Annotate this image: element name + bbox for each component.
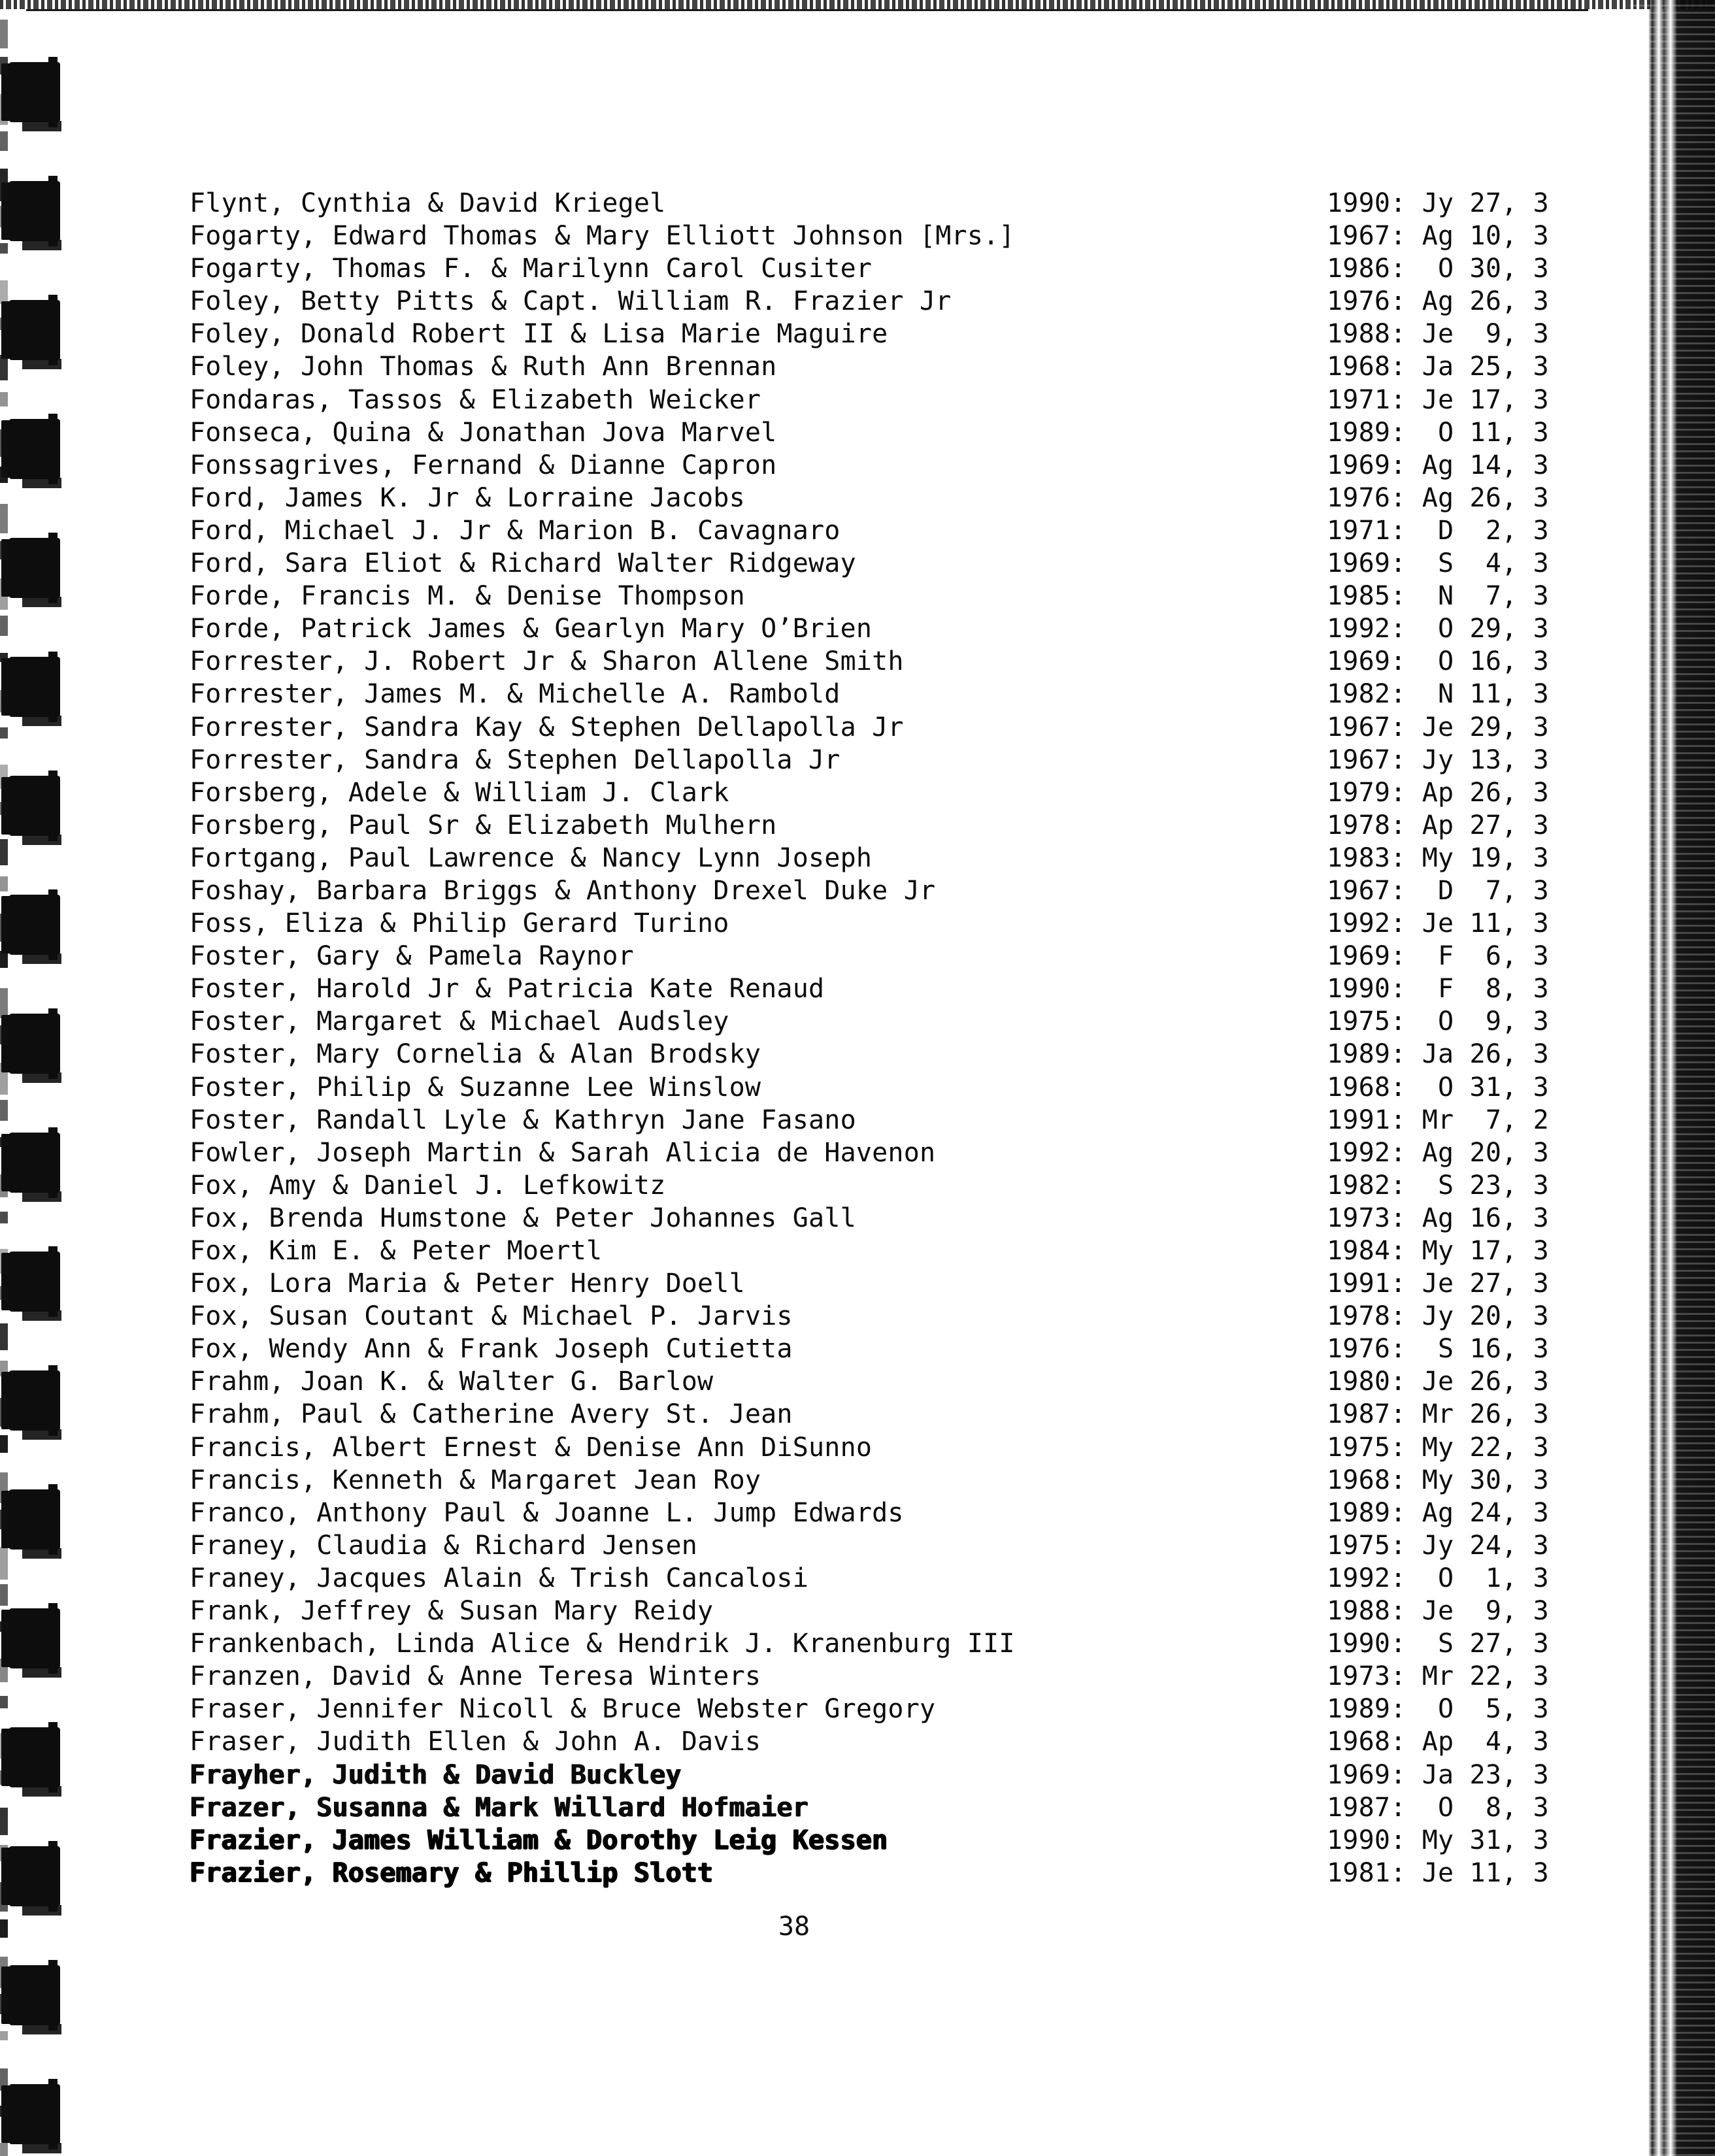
entry-citation: 1975: Jy 24, 3	[1327, 1530, 1549, 1561]
entry-citation: 1968: Ap 4, 3	[1327, 1727, 1549, 1757]
entry-citation: 1992: Ag 20, 3	[1327, 1137, 1549, 1168]
entry-names: Fogarty, Edward Thomas & Mary Elliott Johnson [Mrs.]	[190, 221, 1015, 252]
marriage-entry-row	[190, 254, 1549, 286]
entry-names: Fox, Wendy Ann & Frank Joseph Cutietta	[190, 1334, 793, 1365]
entry-names: Frahm, Paul & Catherine Avery St. Jean	[190, 1399, 793, 1430]
entry-names: Fraser, Judith Ellen & John A. Davis	[190, 1727, 761, 1757]
entry-citation: 1978: Jy 20, 3	[1327, 1301, 1549, 1332]
entry-names: Fox, Kim E. & Peter Moertl	[190, 1236, 603, 1266]
entry-citation: 1990: Jy 27, 3	[1327, 188, 1549, 218]
marriage-entry-row	[190, 1170, 1549, 1203]
marriage-entry-row	[190, 908, 1549, 941]
entry-names: Frank, Jeffrey & Susan Mary Reidy	[190, 1596, 714, 1627]
marriage-entry-row	[190, 1694, 1549, 1727]
entry-names: Ford, Sara Eliot & Richard Walter Ridgeway	[190, 548, 856, 579]
entry-citation: 1967: Jy 13, 3	[1327, 744, 1549, 775]
entry-citation: 1991: Je 27, 3	[1327, 1269, 1549, 1299]
entry-names: Fowler, Joseph Martin & Sarah Alicia de Havenon	[190, 1137, 936, 1168]
marriage-entry-row	[190, 1006, 1549, 1039]
entry-names: Foster, Margaret & Michael Audsley	[190, 1006, 729, 1037]
marriage-entry-row	[190, 221, 1549, 254]
marriage-entry-row	[190, 1629, 1549, 1661]
entry-names: Frahm, Joan K. & Walter G. Barlow	[190, 1367, 714, 1397]
entry-citation: 1982: N 11, 3	[1327, 679, 1549, 710]
entry-citation: 1969: Ja 23, 3	[1327, 1759, 1549, 1790]
marriage-entry-row	[190, 1301, 1549, 1334]
marriage-entry-row	[190, 1759, 1549, 1793]
entry-citation: 1990: F 8, 3	[1327, 974, 1549, 1004]
entry-citation: 1987: O 8, 3	[1327, 1792, 1549, 1823]
marriage-entry-row	[190, 1857, 1549, 1891]
marriage-entry-row	[190, 1039, 1549, 1072]
entry-citation: 1985: N 7, 3	[1327, 581, 1549, 612]
entry-names: Foss, Eliza & Philip Gerard Turino	[190, 908, 729, 939]
entry-names: Fondaras, Tassos & Elizabeth Weicker	[190, 384, 761, 415]
marriage-entry-row	[190, 941, 1549, 974]
entry-names: Fraser, Jennifer Nicoll & Bruce Webster Gregory	[190, 1694, 936, 1725]
entry-names: Fox, Lora Maria & Peter Henry Doell	[190, 1269, 745, 1299]
entry-citation: 1973: Ag 16, 3	[1327, 1202, 1549, 1233]
marriage-entry-row	[190, 1465, 1549, 1498]
entry-citation: 1986: O 30, 3	[1327, 254, 1549, 284]
entry-names: Franzen, David & Anne Teresa Winters	[190, 1661, 761, 1692]
entry-citation: 1992: Je 11, 3	[1327, 908, 1549, 939]
entry-citation: 1989: O 5, 3	[1327, 1694, 1549, 1725]
entry-names: Foley, Betty Pitts & Capt. William R. Frazier Jr	[190, 286, 952, 317]
entry-names: Forrester, Sandra & Stephen Dellapolla Jr	[190, 744, 841, 775]
entry-citation: 1971: Je 17, 3	[1327, 384, 1549, 415]
entry-names: Foster, Gary & Pamela Raynor	[190, 941, 634, 972]
entry-names: Franey, Claudia & Richard Jensen	[190, 1530, 698, 1561]
entry-citation: 1989: O 11, 3	[1327, 417, 1549, 448]
entry-citation: 1976: S 16, 3	[1327, 1334, 1549, 1365]
marriage-entry-list	[190, 188, 1549, 1891]
marriage-entry-row	[190, 646, 1549, 679]
entry-names: Forsberg, Adele & William J. Clark	[190, 777, 729, 808]
marriage-entry-row	[190, 1596, 1549, 1629]
marriage-entry-row	[190, 1530, 1549, 1563]
marriage-entry-row	[190, 515, 1549, 548]
marriage-entry-row	[190, 810, 1549, 843]
entry-citation: 1976: Ag 26, 3	[1327, 286, 1549, 317]
entry-names: Fonseca, Quina & Jonathan Jova Marvel	[190, 417, 777, 448]
entry-names: Francis, Albert Ernest & Denise Ann DiSunno	[190, 1432, 873, 1463]
entry-citation: 1991: Mr 7, 2	[1327, 1104, 1549, 1135]
page-number: 38	[778, 1912, 810, 1942]
marriage-entry-row	[190, 842, 1549, 876]
entry-citation: 1989: Ja 26, 3	[1327, 1039, 1549, 1070]
marriage-entry-row	[190, 417, 1549, 450]
entry-names: Ford, James K. Jr & Lorraine Jacobs	[190, 482, 745, 513]
marriage-entry-row	[190, 581, 1549, 614]
entry-names: Fortgang, Paul Lawrence & Nancy Lynn Joseph	[190, 842, 873, 873]
marriage-entry-row	[190, 1367, 1549, 1399]
entry-citation: 1967: Je 29, 3	[1327, 712, 1549, 742]
marriage-entry-row	[190, 1661, 1549, 1694]
entry-names: Frazer, Susanna & Mark Willard Hofmaier	[190, 1792, 808, 1823]
entry-citation: 1973: Mr 22, 3	[1327, 1661, 1549, 1692]
marriage-entry-row	[190, 1563, 1549, 1596]
entry-names: Frazier, James William & Dorothy Leig Kessen	[190, 1825, 888, 1855]
entry-names: Foster, Mary Cornelia & Alan Brodsky	[190, 1039, 761, 1070]
marriage-entry-row	[190, 1236, 1549, 1269]
entry-citation: 1978: Ap 27, 3	[1327, 810, 1549, 840]
entry-names: Fox, Susan Coutant & Michael P. Jarvis	[190, 1301, 793, 1332]
entry-citation: 1968: Ja 25, 3	[1327, 352, 1549, 382]
marriage-entry-row	[190, 1137, 1549, 1170]
marriage-entry-row	[190, 614, 1549, 646]
entry-names: Fox, Amy & Daniel J. Lefkowitz	[190, 1170, 666, 1201]
marriage-entry-row	[190, 974, 1549, 1006]
entry-citation: 1982: S 23, 3	[1327, 1170, 1549, 1201]
entry-citation: 1990: My 31, 3	[1327, 1825, 1549, 1855]
entry-names: Francis, Kenneth & Margaret Jean Roy	[190, 1465, 761, 1495]
entry-citation: 1969: Ag 14, 3	[1327, 450, 1549, 480]
entry-citation: 1979: Ap 26, 3	[1327, 777, 1549, 808]
entry-citation: 1968: O 31, 3	[1327, 1072, 1549, 1103]
entry-citation: 1992: O 29, 3	[1327, 614, 1549, 644]
entry-citation: 1988: Je 9, 3	[1327, 1596, 1549, 1627]
marriage-entry-row	[190, 1825, 1549, 1858]
entry-names: Frankenbach, Linda Alice & Hendrik J. Kranenburg III	[190, 1629, 1015, 1659]
entry-citation: 1969: F 6, 3	[1327, 941, 1549, 972]
entry-names: Ford, Michael J. Jr & Marion B. Cavagnaro	[190, 515, 841, 546]
entry-names: Foley, Donald Robert II & Lisa Marie Maguire	[190, 319, 888, 350]
entry-names: Forde, Francis M. & Denise Thompson	[190, 581, 745, 612]
entry-citation: 1989: Ag 24, 3	[1327, 1497, 1549, 1528]
entry-names: Foley, John Thomas & Ruth Ann Brennan	[190, 352, 777, 382]
marriage-entry-row	[190, 1497, 1549, 1531]
marriage-entry-row	[190, 777, 1549, 810]
entry-names: Foster, Philip & Suzanne Lee Winslow	[190, 1072, 761, 1103]
entry-citation: 1976: Ag 26, 3	[1327, 482, 1549, 513]
entry-names: Foster, Randall Lyle & Kathryn Jane Fasano	[190, 1104, 856, 1135]
entry-names: Forde, Patrick James & Gearlyn Mary O’Brien	[190, 614, 873, 644]
entry-names: Fogarty, Thomas F. & Marilynn Carol Cusiter	[190, 254, 873, 284]
marriage-entry-row	[190, 1334, 1549, 1367]
entry-names: Frayher, Judith & David Buckley	[190, 1759, 682, 1790]
marriage-entry-row	[190, 384, 1549, 418]
entry-citation: 1984: My 17, 3	[1327, 1236, 1549, 1266]
marriage-entry-row	[190, 1072, 1549, 1105]
entry-citation: 1975: My 22, 3	[1327, 1432, 1549, 1463]
marriage-entry-row	[190, 352, 1549, 384]
entry-citation: 1967: D 7, 3	[1327, 875, 1549, 906]
entry-citation: 1968: My 30, 3	[1327, 1465, 1549, 1495]
entry-citation: 1990: S 27, 3	[1327, 1629, 1549, 1659]
entry-citation: 1975: O 9, 3	[1327, 1006, 1549, 1037]
entry-names: Forrester, James M. & Michelle A. Rambold	[190, 679, 841, 710]
entry-citation: 1992: O 1, 3	[1327, 1563, 1549, 1593]
marriage-entry-row	[190, 1104, 1549, 1138]
marriage-entry-row	[190, 712, 1549, 745]
entry-names: Forsberg, Paul Sr & Elizabeth Mulhern	[190, 810, 777, 840]
entry-names: Franco, Anthony Paul & Joanne L. Jump Edwards	[190, 1497, 904, 1528]
marriage-entry-row	[190, 1792, 1549, 1825]
marriage-entry-row	[190, 450, 1549, 483]
entry-names: Foster, Harold Jr & Patricia Kate Renaud	[190, 974, 825, 1004]
marriage-entry-row	[190, 1269, 1549, 1301]
marriage-entry-row	[190, 1727, 1549, 1759]
entry-citation: 1969: S 4, 3	[1327, 548, 1549, 579]
entry-names: Frazier, Rosemary & Phillip Slott	[190, 1857, 714, 1888]
entry-citation: 1967: Ag 10, 3	[1327, 221, 1549, 252]
marriage-entry-row	[190, 319, 1549, 352]
entry-citation: 1987: Mr 26, 3	[1327, 1399, 1549, 1430]
marriage-entry-row	[190, 482, 1549, 516]
entry-citation: 1969: O 16, 3	[1327, 646, 1549, 677]
entry-names: Forrester, J. Robert Jr & Sharon Allene Smith	[190, 646, 904, 677]
marriage-entry-row	[190, 1202, 1549, 1236]
entry-names: Fox, Brenda Humstone & Peter Johannes Gall	[190, 1202, 856, 1233]
entry-citation: 1983: My 19, 3	[1327, 842, 1549, 873]
marriage-entry-row	[190, 744, 1549, 778]
entry-citation: 1981: Je 11, 3	[1327, 1857, 1549, 1888]
entry-citation: 1980: Je 26, 3	[1327, 1367, 1549, 1397]
marriage-entry-row	[190, 679, 1549, 712]
marriage-entry-row	[190, 286, 1549, 319]
marriage-entry-row	[190, 875, 1549, 908]
entry-names: Foshay, Barbara Briggs & Anthony Drexel Duke Jr	[190, 875, 936, 906]
entry-names: Fonssagrives, Fernand & Dianne Capron	[190, 450, 777, 480]
entry-names: Franey, Jacques Alain & Trish Cancalosi	[190, 1563, 808, 1593]
entry-citation: 1988: Je 9, 3	[1327, 319, 1549, 350]
entry-names: Forrester, Sandra Kay & Stephen Dellapolla Jr	[190, 712, 904, 742]
marriage-entry-row	[190, 1399, 1549, 1432]
entry-citation: 1971: D 2, 3	[1327, 515, 1549, 546]
marriage-entry-row	[190, 188, 1549, 221]
entry-names: Flynt, Cynthia & David Kriegel	[190, 188, 666, 218]
marriage-entry-row	[190, 1432, 1549, 1465]
marriage-entry-row	[190, 548, 1549, 581]
